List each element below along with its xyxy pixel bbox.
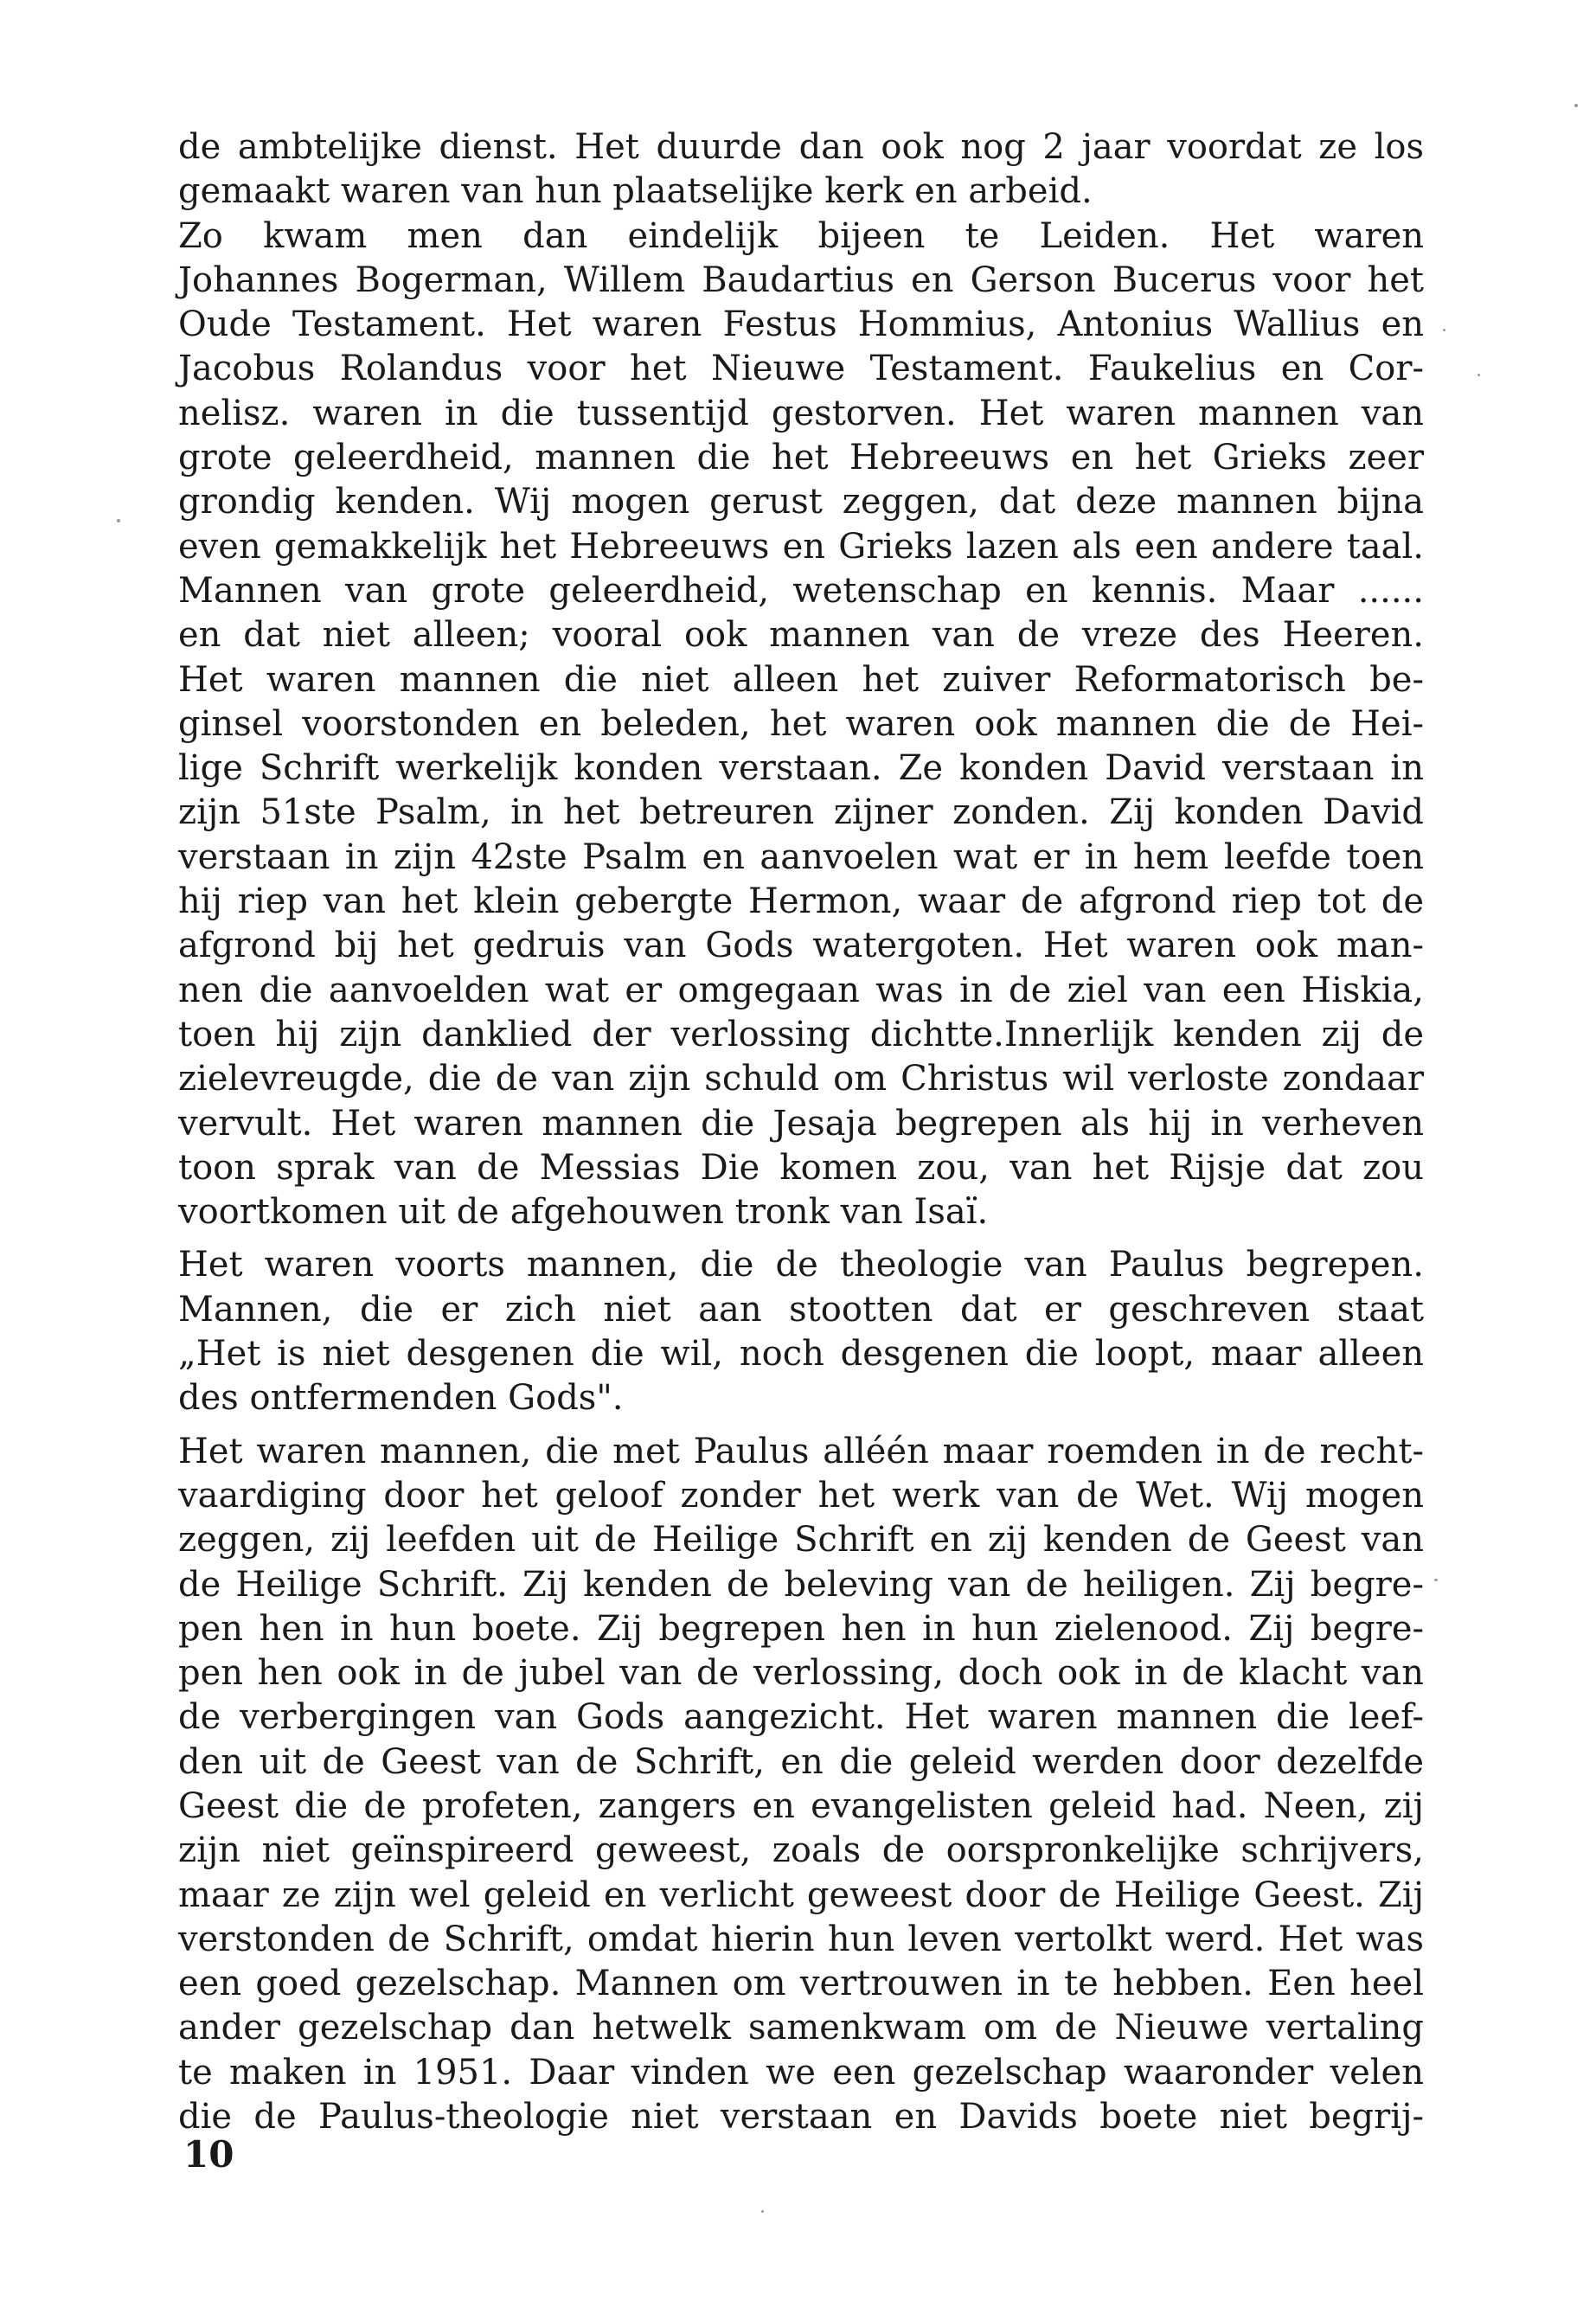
text-line: zielevreugde, die de van zijn schuld om Christus wil verloste zondaar — [178, 1059, 1424, 1099]
scan-speck — [761, 2210, 764, 2213]
text-line: Het waren mannen, die met Paulus alléén maar roemden in de recht- — [178, 1431, 1424, 1471]
text-line: zijn niet geïnspireerd geweest, zoals de oorspronkelijke schrijvers, — [178, 1830, 1424, 1871]
text-line: voortkomen uit de afgehouwen tronk van Isaï. — [178, 1192, 989, 1233]
scan-speck — [1443, 329, 1445, 331]
text-line: pen hen in hun boete. Zij begrepen hen in hun zielenood. Zij begre- — [178, 1608, 1424, 1649]
text-line: maar ze zijn wel geleid en verlicht geweest door de Heilige Geest. Zij — [178, 1875, 1424, 1915]
scan-speck — [117, 519, 120, 522]
text-line: hij riep van het klein gebergte Hermon, waar de afgrond riep tot de — [178, 881, 1424, 922]
text-line: de ambtelijke dienst. Het duurde dan ook nog 2 jaar voordat ze los — [178, 127, 1424, 167]
scan-speck — [1477, 374, 1480, 376]
paragraph — [178, 125, 1424, 215]
text-line: die de Paulus-theologie niet verstaan en Davids boete niet begrij- — [178, 2097, 1424, 2138]
text-line: Zo kwam men dan eindelijk bijeen te Leiden. Het waren — [178, 215, 1424, 256]
text-line: lige Schrift werkelijk konden verstaan. Ze konden David verstaan in — [178, 748, 1424, 789]
text-line: Mannen van grote geleerdheid, wetenschap en kennis. Maar ...... — [178, 570, 1424, 611]
paragraph — [178, 1243, 1424, 1420]
paragraph — [178, 215, 1424, 1235]
text-line: de verbergingen van Gods aangezicht. Het waren mannen die leef- — [178, 1697, 1424, 1738]
text-line: Het waren voorts mannen, die de theologie van Paulus begrepen. — [178, 1245, 1424, 1285]
text-line: nelisz. waren in die tussentijd gestorven. Het waren mannen van — [178, 393, 1424, 433]
text-line: afgrond bij het gedruis van Gods watergoten. Het waren ook man- — [178, 926, 1424, 966]
scan-speck — [1574, 104, 1578, 107]
text-line: zijn 51ste Psalm, in het betreuren zijner zonden. Zij konden David — [178, 792, 1424, 833]
text-line: te maken in 1951. Daar vinden we een gezelschap waaronder velen — [178, 2052, 1424, 2093]
text-line: Geest die de profeten, zangers en evangelisten geleid had. Neen, zij — [178, 1785, 1424, 1826]
text-line: toen hij zijn danklied der verlossing dichtte.Innerlijk kenden zij de — [178, 1014, 1424, 1054]
paragraph-gap — [178, 1234, 1424, 1243]
paragraph-gap — [178, 1421, 1424, 1430]
scan-speck — [1434, 1579, 1438, 1581]
text-line: even gemakkelijk het Hebreeuws en Grieks lazen als een andere taal. — [178, 526, 1424, 567]
text-line: verstonden de Schrift, omdat hierin hun leven vertolkt werd. Het was — [178, 1919, 1424, 1959]
text-line: en dat niet alleen; vooral ook mannen van de vreze des Heeren. — [178, 615, 1424, 656]
text-line: vervult. Het waren mannen die Jesaja begrepen als hij in verheven — [178, 1103, 1424, 1144]
text-line: Het waren mannen die niet alleen het zuiver Reformatorisch be- — [178, 659, 1424, 700]
text-line: Johannes Bogerman, Willem Baudartius en Gerson Bucerus voor het — [178, 260, 1424, 300]
text-line: pen hen ook in de jubel van de verlossing, doch ook in de klacht van — [178, 1653, 1424, 1694]
text-line: des ontfermenden Gods". — [178, 1378, 624, 1419]
text-line: den uit de Geest van de Schrift, en die geleid werden door dezelfde — [178, 1741, 1424, 1782]
text-line: ginsel voorstonden en beleden, het waren ook mannen die de Hei- — [178, 703, 1424, 744]
text-line: nen die aanvoelden wat er omgegaan was in de ziel van een Hiskia, — [178, 970, 1424, 1010]
text-line: ander gezelschap dan hetwelk samenkwam om de Nieuwe vertaling — [178, 2008, 1424, 2048]
text-line: gemaakt waren van hun plaatselijke kerk en arbeid. — [178, 171, 1093, 212]
text-line: grote geleerdheid, mannen die het Hebreeuws en het Grieks zeer — [178, 438, 1424, 478]
page-number: 10 — [183, 2133, 234, 2176]
text-line: verstaan in zijn 42ste Psalm en aanvoelen wat er in hem leefde toen — [178, 836, 1424, 877]
text-line: vaardiging door het geloof zonder het werk van de Wet. Wij mogen — [178, 1475, 1424, 1516]
paragraph — [178, 1430, 1424, 2140]
text-line: grondig kenden. Wij mogen gerust zeggen, dat deze mannen bijna — [178, 482, 1424, 522]
text-line: Oude Testament. Het waren Festus Hommius, Antonius Wallius en — [178, 304, 1424, 345]
text-line: Mannen, die er zich niet aan stootten dat er geschreven staat — [178, 1289, 1424, 1330]
text-line: „Het is niet desgenen die wil, noch desgenen die loopt, maar alleen — [178, 1334, 1424, 1375]
text-line: zeggen, zij leefden uit de Heilige Schrift en zij kenden de Geest van — [178, 1520, 1424, 1561]
text-line: een goed gezelschap. Mannen om vertrouwen in te hebben. Een heel — [178, 1964, 1424, 2004]
body-text — [178, 125, 1424, 2139]
text-line: toon sprak van de Messias Die komen zou, van het Rijsje dat zou — [178, 1147, 1424, 1188]
text-line: Jacobus Rolandus voor het Nieuwe Testament. Faukelius en Cor- — [178, 349, 1424, 389]
text-line: de Heilige Schrift. Zij kenden de beleving van de heiligen. Zij begre- — [178, 1564, 1424, 1605]
